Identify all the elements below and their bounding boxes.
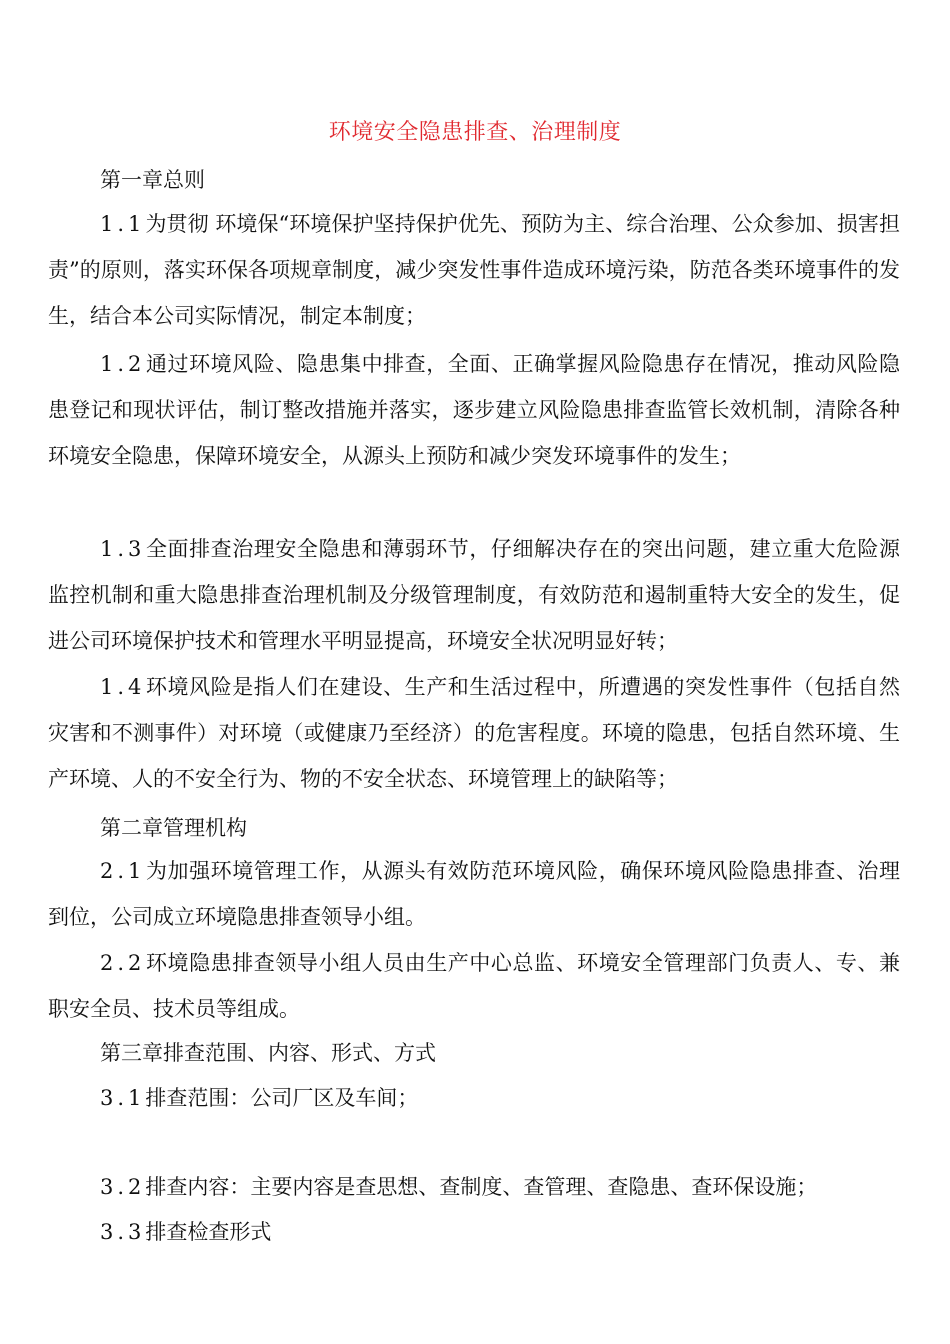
- paragraph-3-2: [48, 1164, 900, 1210]
- paragraph-text: 排查内容：主要内容是查思想、查制度、查管理、查隐患、查环保设施；: [145, 1175, 818, 1199]
- paragraph-1-2: [48, 341, 900, 479]
- paragraph-number: 1.3: [100, 537, 146, 561]
- paragraph-number: 3.2: [100, 1175, 146, 1199]
- paragraph-text: 全面排查治理安全隐患和薄弱环节，仔细解决存在的突出问题，建立重大危险源监控机制和重大隐患排查治理机制及分级管理制度，有效防范和遏制重特大安全的发生，促进公司环境保护技术和管理水平明显提高，环境安全状况明显好转；: [48, 537, 900, 653]
- paragraph-text: 环境隐患排查领导小组人员由生产中心总监、环境安全管理部门负责人、专、兼职安全员、技术员等组成。: [48, 951, 900, 1021]
- paragraph-text: 通过环境风险、隐患集中排查，全面、正确掌握风险隐患存在情况，推动风险隐患登记和现状评估，制订整改措施并落实，逐步建立风险隐患排查监管长效机制，清除各种环境安全隐患，保障环境安全，从源头上预防和减少突发环境事件的发生；: [48, 352, 900, 468]
- paragraph-text: 为贯彻 环境保“环境保护坚持保护优先、预防为主、综合治理、公众参加、损害担责”的原则，落实环保各项规章制度，减少突发性事件造成环境污染，防范各类环境事件的发生，结合本公司实际情况，制定本制度；: [48, 212, 900, 328]
- document-title: 环境安全隐患排查、治理制度: [328, 120, 622, 145]
- paragraph-text: 为加强环境管理工作，从源头有效防范环境风险，确保环境风险隐患排查、治理到位，公司成立环境隐患排查领导小组。: [48, 859, 900, 929]
- paragraph-number: 1.4: [100, 675, 146, 699]
- paragraph-text: 排查检查形式: [145, 1220, 272, 1244]
- paragraph-number: 3.3: [100, 1220, 146, 1244]
- paragraph-text: 环境风险是指人们在建设、生产和生活过程中，所遭遇的突发性事件（包括自然灾害和不测事件）对环境（或健康乃至经济）的危害程度。环境的隐患，包括自然环境、生产环境、人的不安全行为、物的不安全状态、环境管理上的缺陷等；: [48, 675, 900, 791]
- paragraph-text: 排查范围：公司厂区及车间；: [145, 1086, 419, 1110]
- paragraph-2-1: [48, 848, 900, 940]
- paragraph-1-3: [48, 526, 900, 664]
- chapter-1-heading: 第一章总则: [100, 168, 205, 192]
- paragraph-1-1: [48, 201, 900, 339]
- chapter-3-heading: 第三章排查范围、内容、形式、方式: [100, 1041, 436, 1065]
- paragraph-1-4: [48, 664, 900, 802]
- paragraph-number: 1.1: [100, 212, 146, 236]
- paragraph-2-2: [48, 940, 900, 1032]
- paragraph-number: 2.1: [100, 859, 146, 883]
- paragraph-number: 3.1: [100, 1086, 146, 1110]
- chapter-2-heading: 第二章管理机构: [100, 816, 247, 840]
- paragraph-3-1: [48, 1075, 900, 1121]
- paragraph-number: 1.2: [100, 352, 146, 376]
- paragraph-3-3: [48, 1209, 900, 1255]
- paragraph-number: 2.2: [100, 951, 146, 975]
